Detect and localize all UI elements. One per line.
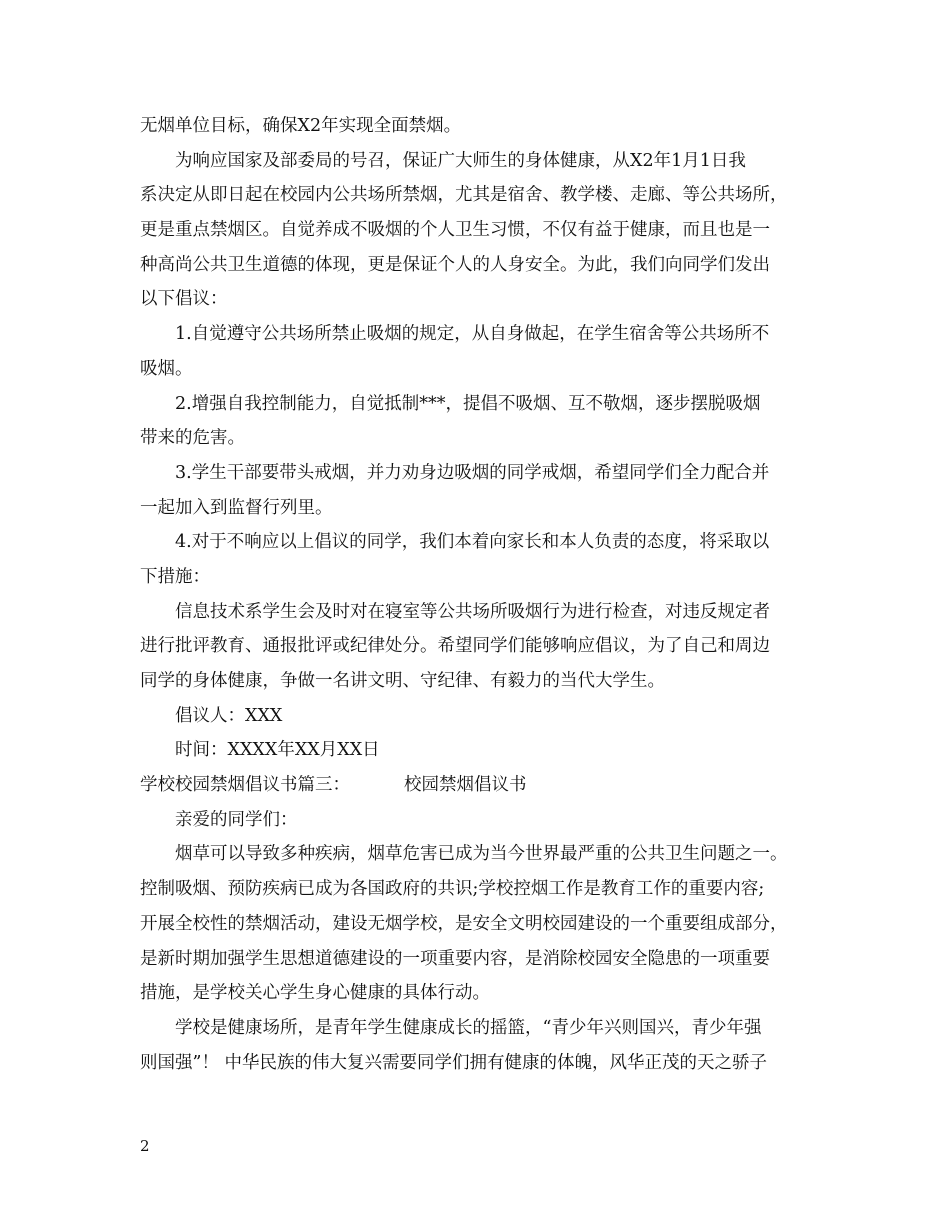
text-line: 同学的身体健康，争做一名讲文明、守纪律、有毅力的当代大学生。 (140, 671, 665, 691)
text-line: 系决定从即日起在校园内公共场所禁烟，尤其是宿舍、教学楼、走廊、等公共场所， (140, 185, 788, 206)
text-line: 下措施： (140, 566, 210, 587)
text-line: 进行批评教育、通报批评或纪律处分。希望同学们能够响应倡议，为了自己和周边 (140, 636, 770, 657)
proposer-line: 倡议人：XXX (175, 705, 283, 726)
text-line: 带来的危害。 (140, 428, 245, 449)
document-body (140, 109, 830, 1080)
text-line: 种高尚公共卫生道德的体现，更是保证个人的人身安全。为此，我们向同学们发出 (140, 254, 770, 275)
date-line: 时间：XXXX年XX月XX日 (175, 740, 380, 761)
text-line: 控制吸烟、预防疾病已成为各国政府的共识;学校控烟工作是教育工作的重要内容; (140, 879, 765, 900)
list-item-1: 1.自觉遵守公共场所禁止吸烟的规定，从自身做起，在学生宿舍等公共场所不 (175, 324, 770, 345)
text-line: 措施，是学校关心学生身心健康的具体行动。 (140, 983, 490, 1004)
list-item-3: 3.学生干部要带头戒烟，并力劝身边吸烟的同学戒烟，希望同学们全力配合并 (175, 462, 770, 483)
text-line: 以下倡议： (140, 289, 228, 310)
text-line: 无烟单位目标，确保X2年实现全面禁烟。 (140, 116, 462, 136)
text-line: 开展全校性的禁烟活动，建设无烟学校，是安全文明校园建设的一个重要组成部分， (140, 913, 788, 934)
text-line: 是新时期加强学生思想道德建设的一项重要内容，是消除校园安全隐患的一项重要 (140, 948, 770, 969)
text-line: 更是重点禁烟区。自觉养成不吸烟的个人卫生习惯，不仅有益于健康，而且也是一 (140, 220, 770, 241)
list-item-4: 4.对于不响应以上倡议的同学，我们本着向家长和本人负责的态度，将采取以 (175, 532, 770, 553)
paragraph-start: 烟草可以导致多种疾病，烟草危害已成为当今世界最严重的公共卫生问题之一。 (175, 844, 788, 865)
list-item-2: 2.增强自我控制能力，自觉抵制***，提倡不吸烟、互不敬烟，逐步摆脱吸烟 (175, 393, 761, 414)
section-heading-title: 校园禁烟倡议书 (404, 775, 527, 796)
page-number: 2 (140, 1137, 150, 1155)
paragraph-start: 学校是健康场所，是青年学生健康成长的摇篮，“青少年兴则国兴，青少年强 (175, 1017, 762, 1038)
salutation: 亲爱的同学们： (175, 809, 298, 830)
section-heading-label: 学校校园禁烟倡议书篇三： (140, 775, 350, 796)
text-line: 吸烟。 (140, 358, 193, 379)
section-heading (140, 768, 830, 803)
paragraph-start: 为响应国家及部委局的号召，保证广大师生的身体健康，从X2年1月1日我 (175, 150, 746, 171)
text-line: 则国强”！ 中华民族的伟大复兴需要同学们拥有健康的体魄，风华正茂的天之骄子 (140, 1052, 768, 1073)
paragraph-start: 信息技术系学生会及时对在寝室等公共场所吸烟行为进行检查，对违反规定者 (175, 601, 770, 622)
text-line: 一起加入到监督行列里。 (140, 497, 333, 518)
